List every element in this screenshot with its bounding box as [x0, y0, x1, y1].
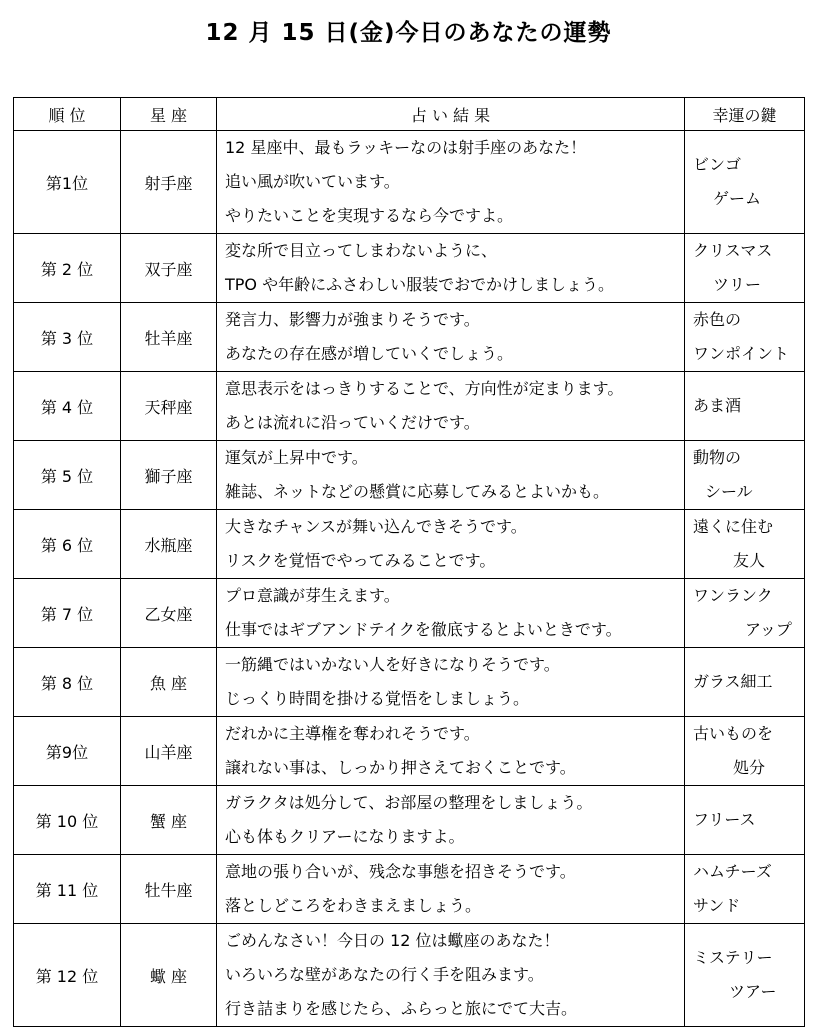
result-line: 譲れない事は、しっかり押さえておくことです。 — [225, 758, 576, 777]
rank-cell: 第 6 位 — [14, 510, 121, 579]
lucky-key-line: 処分 — [733, 758, 766, 777]
rank-cell: 第 11 位 — [14, 855, 121, 924]
lucky-key-line: あま酒 — [693, 396, 742, 415]
rank-cell: 第 8 位 — [14, 648, 121, 717]
lucky-key-line: クリスマス — [693, 241, 773, 260]
result-line: 追い風が吹いています。 — [225, 172, 400, 191]
result-line: 仕事ではギブアンドテイクを徹底するとよいときです。 — [225, 620, 622, 639]
lucky-key-cell — [685, 717, 805, 786]
table-row — [14, 717, 805, 786]
table-row — [14, 786, 805, 855]
header-result: 占 い 結 果 — [217, 98, 685, 131]
table-row — [14, 441, 805, 510]
sign-cell: 天秤座 — [121, 372, 217, 441]
header-rank: 順 位 — [14, 98, 121, 131]
rank-cell: 第 5 位 — [14, 441, 121, 510]
lucky-key-line: シール — [705, 482, 753, 501]
lucky-key-line: ツリー — [713, 275, 762, 294]
result-line: 一筋縄ではいかない人を好きになりそうです。 — [225, 655, 560, 674]
result-line: 運気が上昇中です。 — [225, 448, 368, 467]
result-line: あとは流れに沿っていくだけです。 — [225, 413, 480, 432]
sign-cell: 乙女座 — [121, 579, 217, 648]
result-line: ガラクタは処分して、お部屋の整理をしましょう。 — [225, 793, 593, 812]
result-line: 意思表示をはっきりすることで、方向性が定まります。 — [225, 379, 624, 398]
result-line: プロ意識が芽生えます。 — [225, 586, 400, 605]
sign-cell: 蠍 座 — [121, 924, 217, 1027]
lucky-key-cell — [685, 855, 805, 924]
table-row — [14, 648, 805, 717]
lucky-key-cell — [685, 441, 805, 510]
header-key: 幸運の鍵 — [685, 98, 805, 131]
sign-cell: 射手座 — [121, 131, 217, 234]
result-line: 雑誌、ネットなどの懸賞に応募してみるとよいかも。 — [225, 482, 610, 501]
result-line: あなたの存在感が増していくでしょう。 — [225, 344, 514, 363]
result-line: だれかに主導権を奪われそうです。 — [225, 724, 480, 743]
result-line: 落としどころをわきまえましょう。 — [225, 896, 482, 915]
rank-cell: 第 10 位 — [14, 786, 121, 855]
table-row — [14, 234, 805, 303]
sign-cell: 魚 座 — [121, 648, 217, 717]
lucky-key-line: ツアー — [729, 982, 777, 1001]
table-row — [14, 855, 805, 924]
result-cell — [217, 717, 685, 786]
lucky-key-cell — [685, 579, 805, 648]
lucky-key-line: ワンランク — [693, 586, 773, 605]
result-line: やりたいことを実現するなら今ですよ。 — [225, 206, 514, 225]
table-row — [14, 924, 805, 1027]
lucky-key-cell — [685, 510, 805, 579]
sign-cell: 獅子座 — [121, 441, 217, 510]
result-cell — [217, 579, 685, 648]
header-row — [14, 98, 805, 131]
result-cell — [217, 234, 685, 303]
lucky-key-line: 動物の — [693, 448, 742, 467]
rank-cell: 第9位 — [14, 717, 121, 786]
sign-cell: 牡羊座 — [121, 303, 217, 372]
result-cell — [217, 924, 685, 1027]
sign-cell: 蟹 座 — [121, 786, 217, 855]
result-cell — [217, 648, 685, 717]
table-row — [14, 579, 805, 648]
page-title: 12 月 15 日(金)今日のあなたの運勢 — [205, 20, 612, 46]
result-line: リスクを覚悟でやってみることです。 — [225, 551, 496, 570]
sign-cell: 双子座 — [121, 234, 217, 303]
result-line: 発言力、影響力が強まりそうです。 — [225, 310, 480, 329]
result-line: 意地の張り合いが、残念な事態を招きそうです。 — [225, 862, 576, 881]
result-cell — [217, 855, 685, 924]
result-line: ごめんなさい！今日の 12 位は蠍座のあなた！ — [225, 931, 560, 950]
sign-cell: 水瓶座 — [121, 510, 217, 579]
lucky-key-line: ビンゴ — [693, 155, 742, 174]
rank-cell: 第 7 位 — [14, 579, 121, 648]
result-line: いろいろな壁があなたの行く手を阻みます。 — [225, 965, 544, 984]
lucky-key-cell — [685, 303, 805, 372]
result-cell — [217, 372, 685, 441]
lucky-key-line: ゲーム — [713, 189, 762, 208]
table-row — [14, 510, 805, 579]
lucky-key-line: ミステリー — [693, 948, 773, 967]
result-line: 行き詰まりを感じたら、ふらっと旅にでて大吉。 — [225, 999, 578, 1018]
result-line: 変な所で目立ってしまわないように、 — [225, 241, 498, 260]
lucky-key-line: ガラス細工 — [693, 672, 773, 691]
result-cell — [217, 131, 685, 234]
result-line: 心も体もクリアーになりますよ。 — [225, 827, 465, 846]
lucky-key-line: 友人 — [733, 551, 766, 570]
result-line: 12 星座中、最もラッキーなのは射手座のあなた！ — [225, 138, 587, 157]
lucky-key-cell — [685, 924, 805, 1027]
lucky-key-line: 遠くに住む — [693, 517, 774, 536]
header-sign: 星 座 — [121, 98, 217, 131]
table-row — [14, 303, 805, 372]
table-row — [14, 372, 805, 441]
lucky-key-cell — [685, 131, 805, 234]
result-line: じっくり時間を掛ける覚悟をしましょう。 — [225, 689, 530, 708]
lucky-key-line: アップ — [745, 620, 792, 639]
sign-cell: 山羊座 — [121, 717, 217, 786]
lucky-key-line: 古いものを — [693, 724, 774, 743]
lucky-key-cell — [685, 372, 805, 441]
lucky-key-cell — [685, 648, 805, 717]
result-cell — [217, 441, 685, 510]
lucky-key-line: ハムチーズ — [693, 862, 772, 881]
result-line: TPO や年齢にふさわしい服装でおでかけしましょう。 — [225, 275, 614, 294]
lucky-key-line: サンド — [693, 896, 741, 915]
sign-cell: 牡牛座 — [121, 855, 217, 924]
rank-cell: 第 12 位 — [14, 924, 121, 1027]
rank-cell: 第1位 — [14, 131, 121, 234]
lucky-key-line: 赤色の — [693, 310, 742, 329]
result-line: 大きなチャンスが舞い込んできそうです。 — [225, 517, 527, 536]
rank-cell: 第 4 位 — [14, 372, 121, 441]
table-row — [14, 131, 805, 234]
lucky-key-cell — [685, 234, 805, 303]
result-cell — [217, 510, 685, 579]
fortune-table — [13, 97, 805, 1027]
rank-cell: 第 2 位 — [14, 234, 121, 303]
rank-cell: 第 3 位 — [14, 303, 121, 372]
lucky-key-line: ワンポイント — [693, 344, 790, 363]
result-cell — [217, 303, 685, 372]
lucky-key-cell — [685, 786, 805, 855]
result-cell — [217, 786, 685, 855]
lucky-key-line: フリース — [693, 810, 756, 829]
